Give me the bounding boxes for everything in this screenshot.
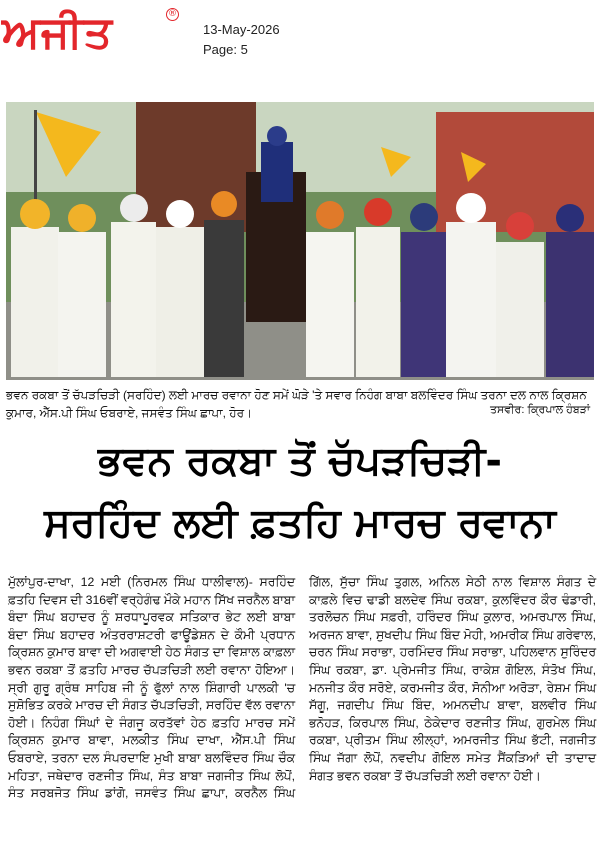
masthead <box>0 0 600 66</box>
issue-date: 13-May-2026 <box>203 22 280 37</box>
photo-credit: ਤਸਵੀਰ: ਕ੍ਰਿਪਾਲ ਹੰਬੜਾਂ <box>489 404 590 416</box>
headline-line-1: ਭਵਨ ਰਕਬਾ ਤੋਂ ਚੱਪੜਚਿੜੀ- <box>98 438 502 484</box>
article-body: ਮੁੱਲਾਂਪੁਰ-ਦਾਖਾ, 12 ਮਈ (ਨਿਰਮਲ ਸਿੰਘ ਧਾਲੀਵਾਲ)- ਸਰਹਿੰਦ ਫ਼ਤਹਿ ਦਿਵਸ ਦੀ 316ਵੀਂ ਵਰ੍ਹੇਗੰਢ ਮੌਕੇ ਮਹਾਨ ਸਿੱਖ ਜਰਨੈਲ ਬਾਬਾ ਬੰਦਾ ਸਿੰਘ ਬਹਾਦਰ ਨੂੰ ਸ਼ਰਧਾਪੂਰਵਕ ਸਤਿਕਾਰ ਭੇਟ ਲਈ ਬਾਬਾ ਬੰਦਾ ਸਿੰਘ ਬਹਾਦਰ ਅੰਤਰਰਾਸ਼ਟਰੀ ਫਾਊਂਡੇਸ਼ਨ ਦੇ ਕੌਮੀ ਪ੍ਰਧਾਨ ਕ੍ਰਿਸ਼ਨ ਕੁਮਾਰ ਬਾਵਾ ਦੀ ਅਗਵਾਈ ਹੇਠ ਸੰਗਤ ਦਾ ਵਿਸ਼ਾਲ ਕਾਫ਼ਲਾ ਭਵਨ ਰਕਬਾ ਤੋਂ ਫ਼ਤਹਿ ਮਾਰਚ ਚੱਪੜਚਿੜੀ ਲਈ ਰਵਾਨਾ ਹੋਇਆ। ਸ੍ਰੀ ਗੁਰੂ ਗ੍ਰੰਥ ਸਾਹਿਬ ਜੀ ਨੂੰ ਫੁੱਲਾਂ ਨਾਲ ਸ਼ਿੰਗਾਰੀ ਪਾਲਕੀ 'ਚ ਸੁਸ਼ੋਭਿਤ ਕਰਕੇ ਮਾਰਚ ਦੀ ਸੰਗਤ ਚੱਪੜਚਿੜੀ, ਸਰਹਿੰਦ ਵੱਲ ਰਵਾਨਾ ਹੋਈ। ਨਿਹੰਗ ਸਿੰਘਾਂ ਦੇ ਜੰਗਜੂ ਕਰਤੱਵਾਂ ਹੇਠ ਫ਼ਤਹਿ ਮਾਰਚ ਸਮੇਂ ਕ੍ਰਿਸ਼ਨ ਕੁਮਾਰ ਬਾਵਾ, ਮਲਕੀਤ ਸਿੰਘ ਦਾਖਾ, ਐੱਸ.ਪੀ ਸਿੰਘ ਓਬਰਾਏ, ਤਰਨਾ ਦਲ ਸੰਪਰਦਾਇ ਮੁਖੀ ਬਾਬਾ ਬਲਵਿੰਦਰ ਸਿੰਘ ਚੌਕ ਮਹਿਤਾ, ਜਥੇਦਾਰ ਰਣਜੀਤ ਸਿੰਘ, ਸੰਤ ਬਾਬਾ ਜਗਜੀਤ ਸਿੰਘ ਲੋਪੋਂ, ਸੰਤ ਸਰਬਜੋਤ ਸਿੰਘ ਡਾਂਗੋ, ਜਸਵੰਤ ਸਿੰਘ ਛਾਪਾ, ਕਰਨੈਲ ਸਿੰਘ ਗਿੱਲ, ਸੁੱਚਾ ਸਿੰਘ ਤੁਗਲ, ਅਨਿਲ ਸੇਠੀ ਨਾਲ ਵਿਸ਼ਾਲ ਸੰਗਤ ਦੇ ਕਾਫ਼ਲੇ ਵਿਚ ਢਾਡੀ ਬਲਦੇਵ ਸਿੰਘ ਰਕਬਾ, ਕੁਲਵਿੰਦਰ ਕੌਰ ਢੰਡਾਰੀ, ਤਰਲੋਚਨ ਸਿੰਘ ਸਫ਼ਰੀ, ਹਰਿੰਦਰ ਸਿੰਘ ਕੁਲਾਰ, ਅਮਰਪਾਲ ਸਿੰਘ, ਅਰਜਨ ਬਾਵਾ, ਸੁਖਦੀਪ ਸਿੰਘ ਬਿੰਦ ਮੋਹੀ, ਅਮਰੀਕ ਸਿੰਘ ਗਰੇਵਾਲ, ਚਰਨ ਸਿੰਘ ਸਰਾਭਾ, ਹਰਮਿੰਦਰ ਸਿੰਘ ਸਰਾਭਾ, ਪਹਿਲਵਾਨ ਸੁਰਿੰਦਰ ਸਿੰਘ ਰਕਬਾ, ਡਾ. ਪ੍ਰੇਮਜੀਤ ਸਿੰਘ, ਰਾਕੇਸ਼ ਗੋਇਲ, ਸੰਤੋਖ ਸਿੰਘ, ਮਨਜੀਤ ਕੌਰ ਸਰੋਏ, ਕਰਮਜੀਤ ਕੌਰ, ਸੋਨੀਆ ਅਰੋੜਾ, ਰੇਸ਼ਮ ਸਿੰਘ ਸੱਗੂ, ਜਗਦੀਪ ਸਿੰਘ ਬਿੰਦ, ਅਮਨਦੀਪ ਬਾਵਾ, ਬਲਵੀਰ ਸਿੰਘ ਭਨੋਹੜ, ਕਿਰਪਾਲ ਸਿੰਘ, ਠੇਕੇਦਾਰ ਰਣਜੀਤ ਸਿੰਘ, ਗੁਰਮੇਲ ਸਿੰਘ ਰਕਬਾ, ਪ੍ਰੀਤਮ ਸਿੰਘ ਲੀਲ੍ਹਾਂ, ਅਮਰਜੀਤ ਸਿੰਘ ਭੱਟੀ, ਜਗਜੀਤ ਸਿੰਘ ਜੱਗਾ ਲੋਪੋਂ, ਨਵਦੀਪ ਗੋਇਲ ਸਮੇਤ ਸੈਂਕੜਿਆਂ ਦੀ ਤਾਦਾਦ ਸੰਗਤ ਭਵਨ ਰਕਬਾ ਤੋਂ ਚੱਪੜਚਿੜੀ ਲਈ ਰਵਾਨਾ ਹੋਈ। <box>8 575 596 801</box>
headline-line-2: ਸਰਹਿੰਦ ਲਈ ਫ਼ਤਹਿ ਮਾਰਚ ਰਵਾਨਾ <box>44 500 556 546</box>
article-headline <box>6 430 594 554</box>
photo-caption: ਭਵਨ ਰਕਬਾ ਤੋਂ ਚੱਪੜਚਿੜੀ (ਸਰਹਿੰਦ) ਲਈ ਮਾਰਚ ਰਵਾਨਾ ਹੋਣ ਸਮੇਂ ਘੋੜੇ 'ਤੇ ਸਵਾਰ ਨਿਹੰਗ ਬਾਬਾ ਬਲਵਿੰਦਰ ਸਿੰਘ ਤਰਨਾ ਦਲ ਨਾਲ ਕ੍ਰਿਸ਼ਨ ਕੁਮਾਰ, ਐੱਸ.ਪੀ ਸਿੰਘ ਓਬਰਾਏ, ਜਸਵੰਤ ਸਿੰਘ ਛਾਪਾ, ਹੋਰ। <box>6 388 587 420</box>
news-photo <box>6 102 594 380</box>
issue-meta <box>203 20 280 60</box>
registered-mark-icon: ® <box>168 9 177 19</box>
page-number: Page: 5 <box>203 42 248 57</box>
procession-photo-illustration <box>6 102 594 380</box>
newspaper-logo: ਅਜੀਤ <box>2 7 113 58</box>
